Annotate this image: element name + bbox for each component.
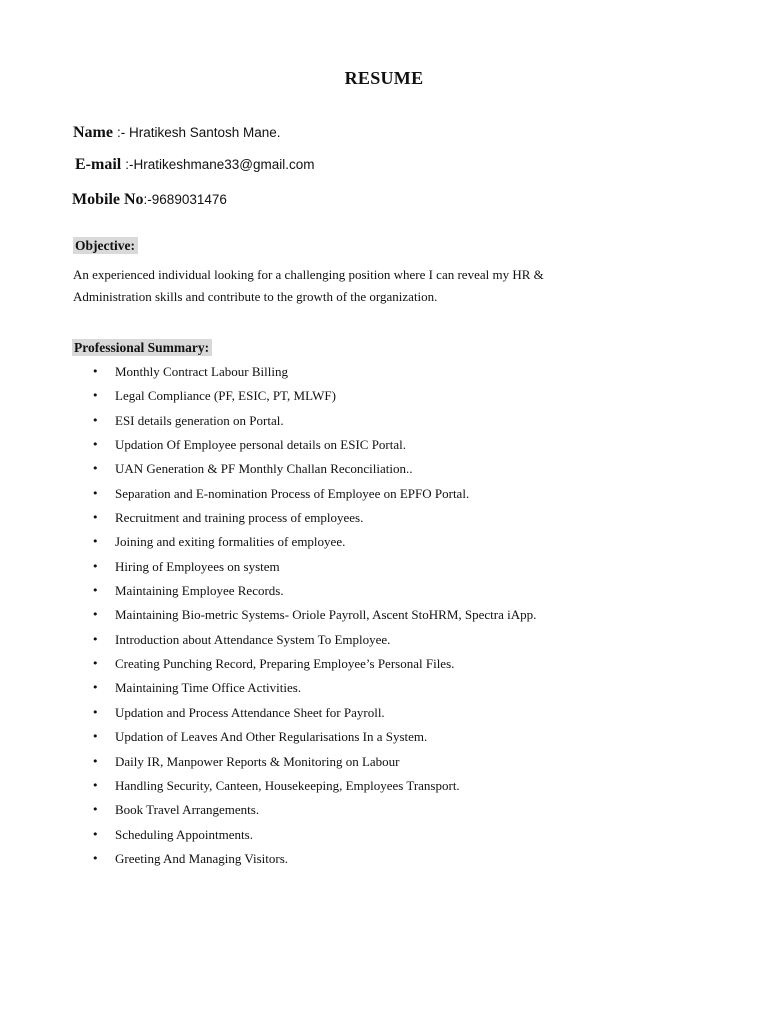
summary-item: • Maintaining Bio-metric Systems- Oriole Payroll, Ascent StoHRM, Spectra iApp. [92,605,536,629]
summary-item: • Maintaining Time Office Activities. [92,678,536,702]
summary-item: • Daily IR, Manpower Reports & Monitoring on Labour [92,752,536,776]
contact-mobile-line [72,191,227,209]
bullet-icon: • [92,389,99,403]
mobile-label: Mobile No [72,191,144,208]
bullet-icon: • [92,535,99,549]
bullet-icon: • [92,462,99,476]
contact-name-line [73,124,281,142]
bullet-icon: • [92,827,99,841]
summary-item: • Updation Of Employee personal details on ESIC Portal. [92,435,536,459]
bullet-icon: • [92,705,99,719]
bullet-icon: • [92,778,99,792]
bullet-icon: • [92,851,99,865]
summary-item: • Updation of Leaves And Other Regularisations In a System. [92,727,536,751]
summary-item: • UAN Generation & PF Monthly Challan Reconciliation.. [92,459,536,483]
summary-heading: Professional Summary: [72,339,212,356]
summary-item: • Maintaining Employee Records. [92,581,536,605]
name-value: :- Hratikesh Santosh Mane. [116,125,281,140]
bullet-icon: • [92,559,99,573]
summary-item: • Scheduling Appointments. [92,825,536,849]
contact-email-line [75,156,315,174]
summary-item: • Book Travel Arrangements. [92,800,536,824]
objective-heading: Objective: [73,237,138,254]
bullet-icon: • [92,608,99,622]
bullet-icon: • [92,511,99,525]
summary-list [92,362,536,873]
summary-item: • Hiring of Employees on system [92,557,536,581]
bullet-icon: • [92,632,99,646]
summary-item: • Recruitment and training process of employees. [92,508,536,532]
mobile-value: :-9689031476 [143,192,227,207]
document-title: RESUME [344,68,424,88]
name-label: Name [73,124,113,141]
summary-item: • ESI details generation on Portal. [92,411,536,435]
summary-item: • Updation and Process Attendance Sheet for Payroll. [92,703,536,727]
bullet-icon: • [92,413,99,427]
summary-item: • Greeting And Managing Visitors. [92,849,536,873]
summary-item: • Creating Punching Record, Preparing Employee’s Personal Files. [92,654,536,678]
bullet-icon: • [92,681,99,695]
email-value: :-Hratikeshmane33@gmail.com [125,157,315,172]
bullet-icon: • [92,584,99,598]
summary-item: • Joining and exiting formalities of employee. [92,532,536,556]
email-label: E-mail [75,156,122,173]
summary-item: • Introduction about Attendance System To Employee. [92,630,536,654]
bullet-icon: • [92,486,99,500]
summary-item: • Separation and E-nomination Process of Employee on EPFO Portal. [92,484,536,508]
summary-item: • Monthly Contract Labour Billing [92,362,536,386]
bullet-icon: • [92,438,99,452]
summary-item: • Legal Compliance (PF, ESIC, PT, MLWF) [92,386,536,410]
summary-item: • Handling Security, Canteen, Housekeeping, Employees Transport. [92,776,536,800]
bullet-icon: • [92,803,99,817]
bullet-icon: • [92,754,99,768]
bullet-icon: • [92,657,99,671]
objective-text: An experienced individual looking for a challenging position where I can reveal my HR & Administration skills and contribute to the growth of the organization. [73,267,544,304]
bullet-icon: • [92,730,99,744]
bullet-icon: • [92,365,99,378]
